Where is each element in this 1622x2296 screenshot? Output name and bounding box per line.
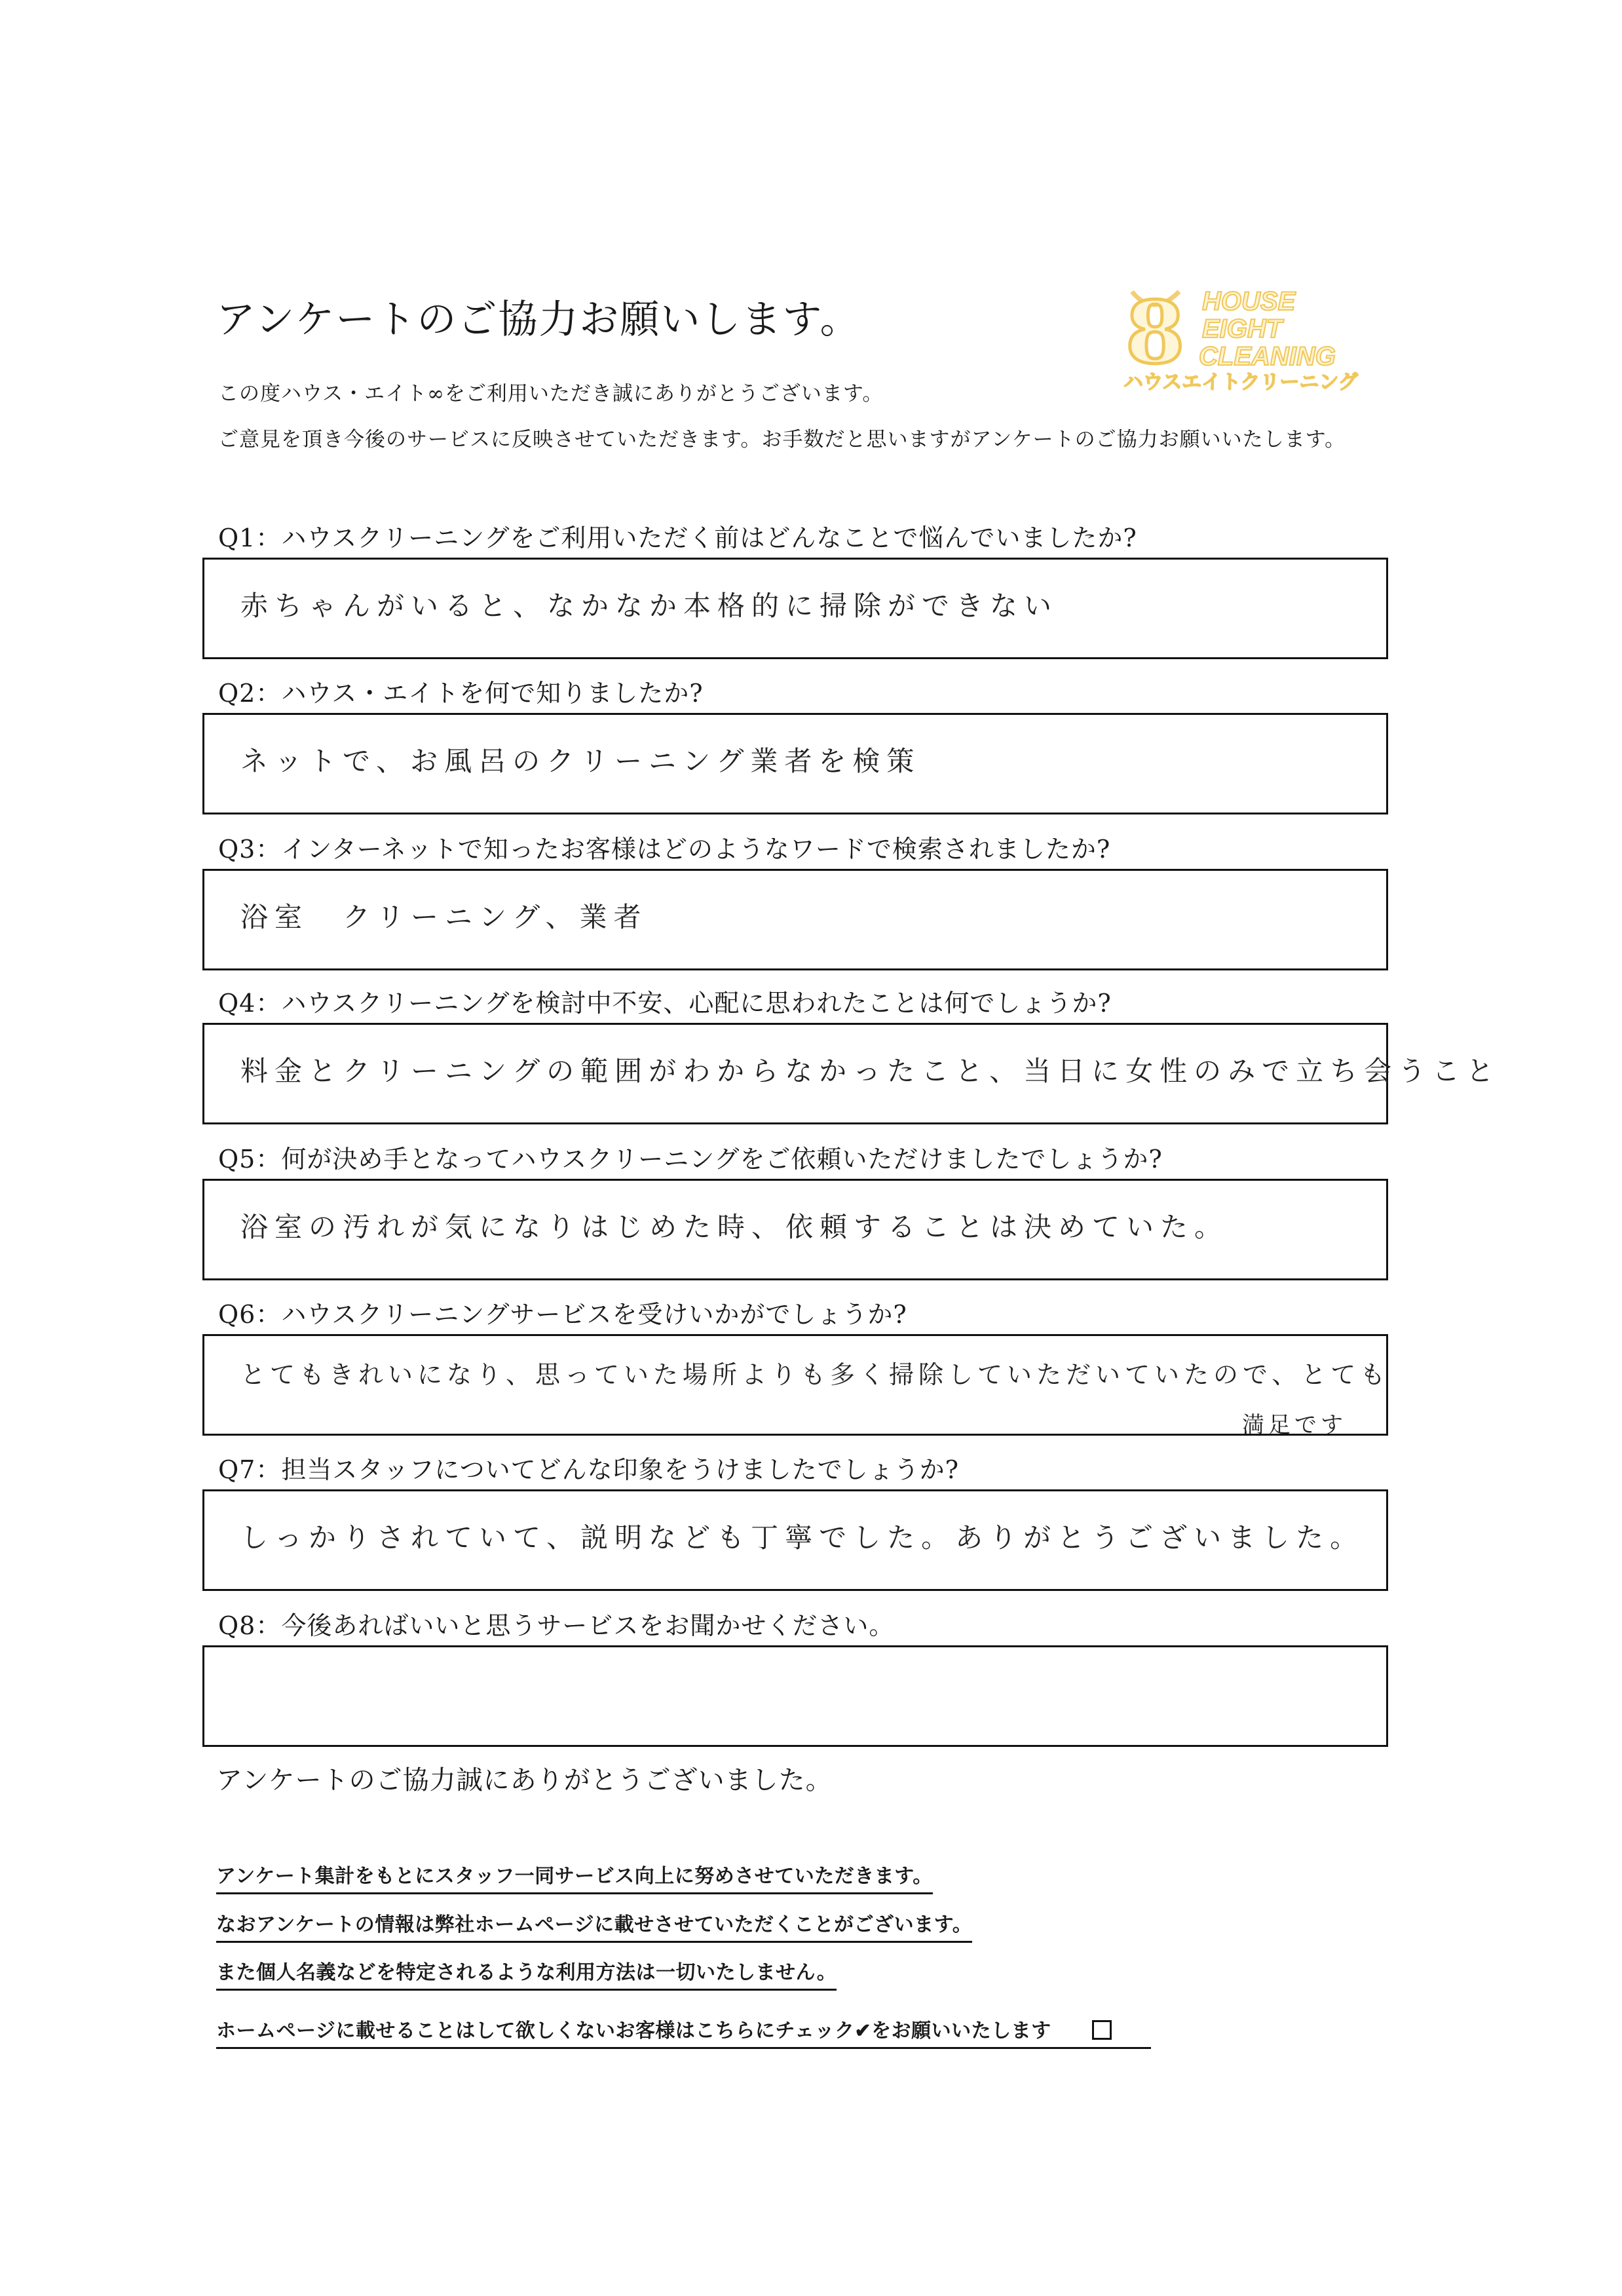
page-title: アンケートのご協力お願いします。: [216, 297, 861, 343]
notice-line-2: なおアンケートの情報は弊社ホームページに載せさせていただくことがございます。: [216, 1908, 972, 1943]
intro-text-1: この度ハウス・エイト∞をご利用いただき誠にありがとうございます。: [218, 382, 884, 406]
question-label: Q8：今後あればいいと思うサービスをお聞かせください。: [218, 1611, 895, 1640]
opt-out-row: [216, 2014, 1151, 2049]
answer-text: 赤ちゃんがいると、なかなか本格的に掃除ができない: [240, 590, 1059, 622]
notice-line-1: アンケート集計をもとにスタッフ一同サービス向上に努めさせていただきます。: [216, 1860, 933, 1894]
question-label: Q4：ハウスクリーニングを検討中不安、心配に思われたことは何でしょうか?: [218, 989, 1112, 1018]
answer-box[interactable]: [202, 1179, 1388, 1280]
intro-text-2: ご意見を頂き今後のサービスに反映させていただきます。お手数だと思いますがアンケートのご協力お願いいたします。: [218, 428, 1346, 451]
opt-out-checkbox[interactable]: [1092, 2020, 1112, 2040]
answer-text: しっかりされていて、説明なども丁寧でした。ありがとうございました。: [240, 1521, 1365, 1554]
answer-box[interactable]: [202, 869, 1388, 970]
question-label: Q5：何が決め手となってハウスクリーニングをご依頼いただけましたでしょうか?: [218, 1145, 1163, 1174]
logo-numeral: 8: [1125, 282, 1185, 383]
answer-text: 浴室の汚れが気になりはじめた時、依頼することは決めていた。: [240, 1211, 1229, 1243]
question-label: Q2：ハウス・エイトを何で知りましたか?: [218, 679, 704, 708]
question-label: Q7：担当スタッフについてどんな印象をうけましたでしょうか?: [218, 1455, 959, 1484]
answer-box[interactable]: [202, 1645, 1388, 1747]
question-label: Q6：ハウスクリーニングサービスを受けいかがでしょうか?: [218, 1300, 907, 1329]
question-label: Q3：インターネットで知ったお客様はどのようなワードで検索されましたか?: [218, 835, 1111, 864]
answer-box[interactable]: [202, 558, 1388, 659]
opt-out-label: ホームページに載せることはして欲しくないお客様はこちらにチェック✔をお願いいたします: [216, 2019, 1051, 2042]
logo-text-cleaning: CLEANING: [1199, 342, 1336, 371]
answer-box[interactable]: [202, 1023, 1501, 1124]
answer-note: 満足です: [1242, 1412, 1347, 1438]
logo-text-katakana: ハウスエイトクリーニング: [1123, 371, 1358, 393]
logo-text-house: HOUSE: [1202, 287, 1296, 316]
notice-line-3: また個人名義などを特定されるような利用方法は一切いたしません。: [216, 1956, 837, 1991]
answer-text: ネットで、お風呂のクリーニング業者を検策: [240, 745, 921, 777]
answer-box[interactable]: [202, 1334, 1388, 1436]
logo-text-eight: EIGHT: [1202, 315, 1283, 343]
answer-text: 浴室 クリーニング、業者: [240, 901, 648, 933]
company-logo: [1120, 278, 1363, 393]
answer-box[interactable]: [202, 1489, 1388, 1591]
answer-text: とてもきれいになり、思っていた場所よりも多く掃除していただいていたので、とても: [240, 1360, 1390, 1389]
question-label: Q1：ハウスクリーニングをご利用いただく前はどんなことで悩んでいましたか?: [218, 524, 1137, 552]
thanks-text: アンケートのご協力誠にありがとうございました。: [216, 1765, 833, 1795]
answer-text: 料金とクリーニングの範囲がわからなかったこと、当日に女性のみで立ち会うこと: [240, 1055, 1501, 1087]
answer-box[interactable]: [202, 713, 1388, 814]
